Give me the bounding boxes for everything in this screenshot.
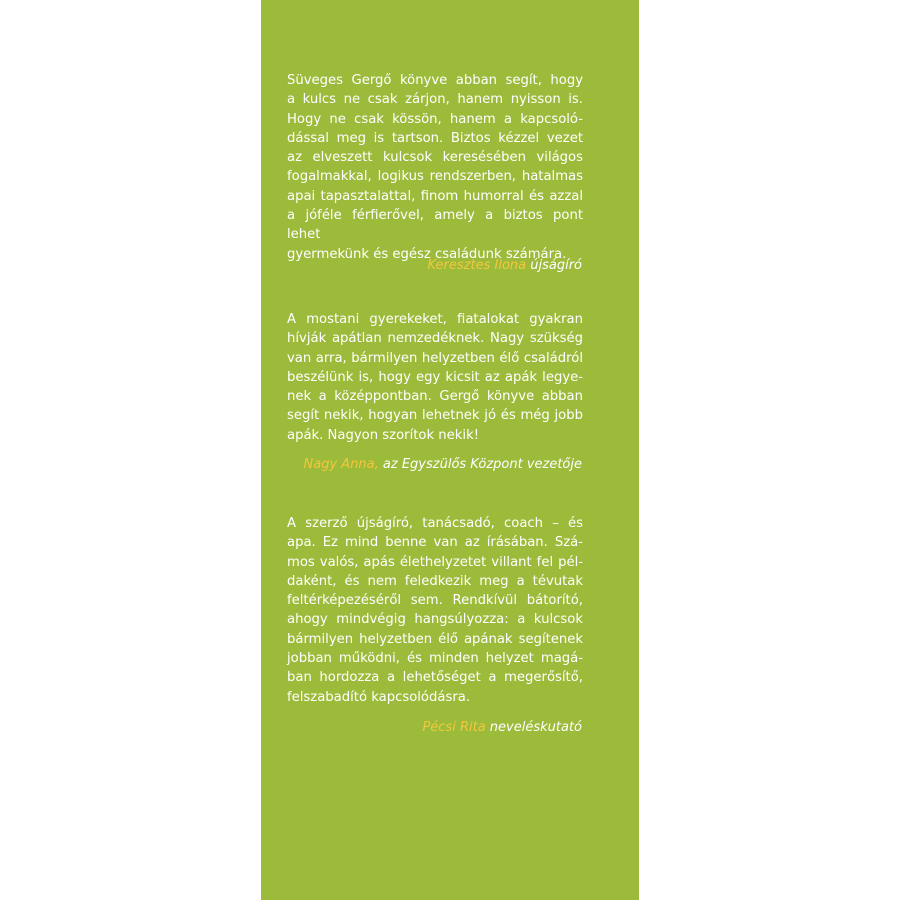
quote-keresztes — [287, 71, 583, 264]
quote-line: fogalmakkal, logikus rendszerben, hatalmas — [287, 169, 583, 185]
quote-line: Hogy ne csak kössön, hanem a kapcsoló- — [287, 111, 583, 127]
quote-line: ban hordozza a lehetőséget a megerősítő, — [287, 670, 583, 686]
quote-line: felszabadító kapcsolódásra. — [287, 689, 471, 705]
author-role: újságíró — [526, 258, 582, 273]
attribution-nagy — [304, 457, 582, 472]
attribution-pecsi — [422, 720, 582, 735]
author-name: Keresztes Ilona — [427, 258, 527, 273]
quote-line: segít nekik, hogyan lehetnek jó és még jobb — [287, 408, 583, 424]
quote-line: mos valós, apás élethelyzetet villant fel pél- — [287, 554, 583, 570]
quote-line: jobban működni, és minden helyzet magá- — [287, 651, 583, 667]
author-role: neveléskutató — [485, 720, 582, 735]
quote-line: A mostani gyerekeket, fiatalokat gyakran — [287, 312, 583, 327]
quote-line: feltérképezéséről sem. Rendkívül bátorító, — [287, 593, 583, 609]
quote-line: bármilyen helyzetben élő apának segítenek — [287, 631, 583, 647]
quote-line: daként, és nem feledkezik meg a tévutak — [287, 573, 583, 589]
quote-line: ahogy mindvégig hangsúlyozza: a kulcsok — [287, 612, 583, 628]
quote-line: apai tapasztalattal, finom humorral és azzal — [287, 188, 583, 204]
quote-line: az elveszett kulcsok keresésében világos — [287, 150, 583, 166]
attribution-keresztes — [428, 258, 583, 273]
quote-line: hívják apátlan nemzedéknek. Nagy szükség — [287, 331, 583, 347]
quote-nagy — [287, 310, 583, 445]
quote-line: beszélünk is, hogy egy kicsit az apák legye- — [287, 369, 583, 385]
quote-line: gyermekünk és egész családunk számára. — [287, 246, 567, 262]
author-role: az Egyszülős Központ vezetője — [378, 457, 582, 472]
quote-line: A szerző újságíró, tanácsadó, coach – és — [287, 516, 583, 531]
quote-line: a jóféle férfierővel, amely a biztos pont lehet — [287, 208, 583, 243]
quote-line: apák. Nagyon szorítok nekik! — [287, 427, 480, 443]
quote-line: van arra, bármilyen helyzetben élő családról — [287, 350, 583, 366]
back-cover-panel — [261, 0, 639, 900]
quote-line: dással meg is tartson. Biztos kézzel vezet — [287, 130, 583, 146]
quote-pecsi — [287, 514, 583, 707]
quote-line: nek a középpontban. Gergő könyve abban — [287, 389, 583, 405]
quote-line: a kulcs ne csak zárjon, hanem nyisson is. — [287, 92, 583, 108]
quote-line: Süveges Gergő könyve abban segít, hogy — [287, 73, 583, 88]
author-name: Pécsi Rita — [422, 720, 486, 735]
quote-line: apa. Ez mind benne van az írásában. Szá- — [287, 535, 583, 551]
author-name: Nagy Anna, — [303, 457, 379, 472]
